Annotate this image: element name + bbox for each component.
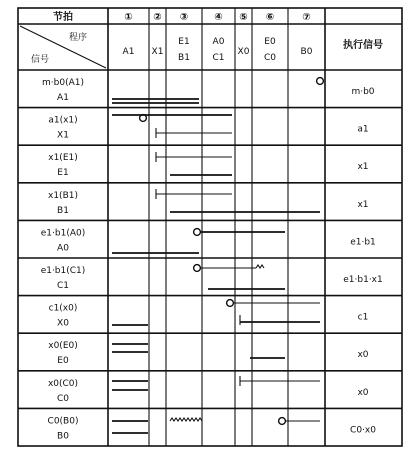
step-action-4-second: C1 [212, 53, 225, 63]
row-action-label: E1 [57, 168, 69, 179]
row-exec-signal: e1·b1·x1 [343, 275, 383, 285]
step-action-5: X0 [237, 47, 250, 57]
signal-start-marker [317, 78, 324, 85]
step-number-5: ⑤ [239, 12, 248, 23]
step-number-4: ④ [214, 12, 223, 23]
row-exec-signal: c1 [357, 312, 369, 323]
signal-start-marker [227, 300, 234, 307]
timing-lines [112, 78, 323, 433]
step-action-6-second: C0 [263, 53, 277, 63]
row-signal-label: x0(E0) [48, 341, 78, 352]
step-number-3: ③ [179, 12, 189, 23]
row-signal-label: x0(C0) [47, 378, 79, 389]
row-exec-signal: x0 [357, 387, 369, 398]
row-action-label: B1 [57, 205, 69, 216]
step-number-1: ① [124, 12, 133, 23]
row-exec-signal: e1·b1 [350, 237, 376, 248]
pulse-wave [256, 265, 264, 268]
signal-start-marker [279, 418, 286, 425]
row-action-label: E0 [57, 356, 69, 367]
row-action-label: A1 [57, 93, 69, 103]
row-signal-label: e1·b1(A0) [40, 228, 86, 239]
row-exec-signal: x1 [357, 199, 369, 210]
step-action-2: X1 [151, 47, 164, 57]
step-number-2: ② [153, 12, 162, 23]
row-action-label: C0 [56, 393, 70, 404]
signal-start-marker [194, 265, 201, 272]
row-action-label: A0 [57, 243, 69, 254]
row-action-label: C1 [56, 281, 70, 291]
row-signal-label: e1·b1(C1) [40, 266, 86, 276]
step-number-7: ⑦ [302, 12, 311, 23]
step-action-3: E1 [178, 37, 190, 47]
row-action-label: X0 [57, 318, 69, 329]
row-action-label: X1 [57, 130, 69, 141]
row-exec-signal: x0 [357, 350, 369, 361]
step-columns [123, 12, 313, 63]
row-exec-signal: C0·x0 [350, 425, 376, 436]
signal-header: 信号 [30, 55, 50, 65]
row-exec-signal: a1 [357, 124, 369, 135]
step-action-7: B0 [300, 47, 313, 57]
exec-signal-header: 执行信号 [343, 40, 383, 51]
row-signal-label: x1(E1) [48, 153, 78, 164]
step-action-1: A1 [122, 47, 135, 57]
step-action-6: E0 [264, 37, 276, 47]
signal-start-marker [194, 229, 201, 236]
step-header: 节拍 [53, 12, 73, 23]
row-action-label: B0 [57, 431, 69, 442]
step-action-3-second: B1 [178, 53, 190, 63]
step-action-4: A0 [212, 37, 225, 47]
row-signal-label: x1(B1) [48, 190, 78, 201]
program-header: 程序 [68, 33, 88, 43]
row-exec-signal: m·b0 [351, 87, 375, 97]
row-signal-label: a1(x1) [48, 115, 78, 126]
row-signal-label: C0(B0) [47, 416, 79, 427]
step-number-6: ⑥ [265, 12, 275, 23]
pulse-wave [170, 418, 202, 421]
row-signal-label: c1(x0) [48, 303, 78, 314]
row-signal-label: m·b0(A1) [42, 78, 84, 88]
row-exec-signal: x1 [357, 162, 369, 173]
